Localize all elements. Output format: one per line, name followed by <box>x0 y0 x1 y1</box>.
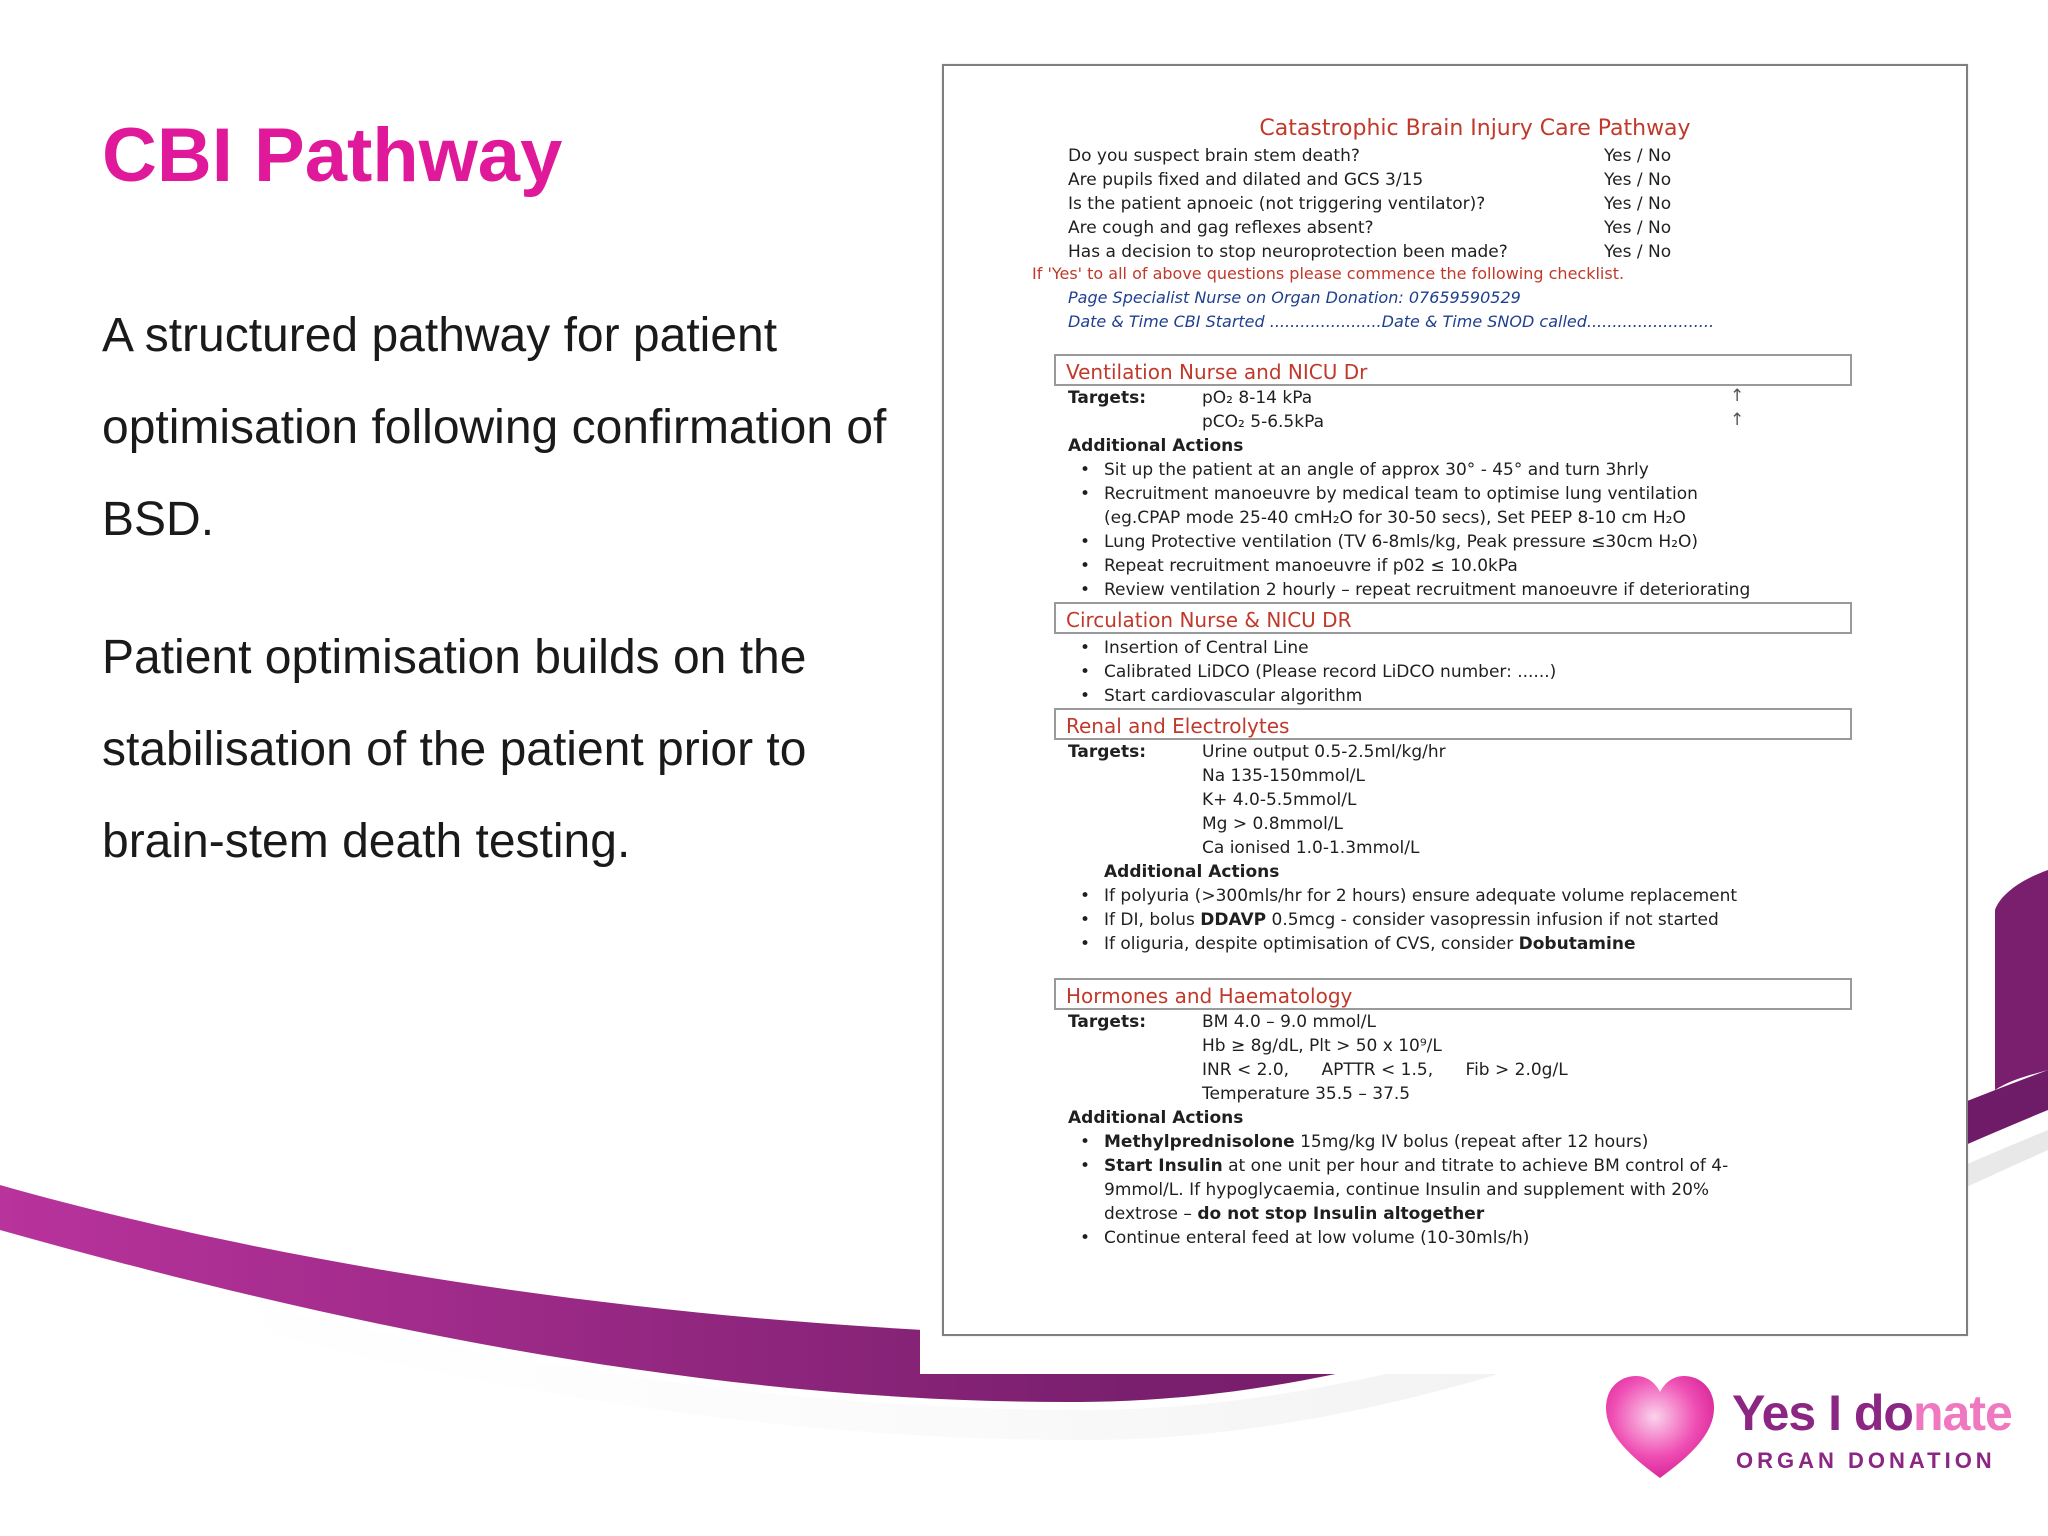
logo-wordmark: Yes I donate <box>1732 1385 2012 1441</box>
action-item-continued: dextrose – do not stop Insulin altogether <box>1104 1204 1485 1224</box>
target-value: Na 135-150mmol/L <box>1202 766 1366 786</box>
targets-label: Targets: <box>1068 742 1147 762</box>
circulation-section-heading: Circulation Nurse & NICU DR <box>1054 602 1852 634</box>
question-text: Has a decision to stop neuroprotection been made? <box>1068 242 1508 262</box>
question-answer: Yes / No <box>1604 194 1672 214</box>
action-item-continued: 9mmol/L. If hypoglycaemia, continue Insulin and supplement with 20% <box>1104 1180 1710 1200</box>
additional-actions-label: Additional Actions <box>1104 862 1280 882</box>
target-value: pO₂ 8-14 kPa <box>1202 388 1313 408</box>
question-answer: Yes / No <box>1604 218 1672 238</box>
action-item: • Review ventilation 2 hourly – repeat recruitment manoeuvre if deteriorating <box>1104 580 1750 600</box>
question-text: Are cough and gag reflexes absent? <box>1068 218 1374 238</box>
question-answer: Yes / No <box>1604 146 1672 166</box>
page-snod-line: Page Specialist Nurse on Organ Donation: 07659590529 <box>1068 288 1521 307</box>
action-item: • If oliguria, despite optimisation of CVS, consider Dobutamine <box>1104 934 1635 954</box>
logo-subtitle: ORGAN DONATION <box>1736 1448 1996 1473</box>
target-value: K+ 4.0-5.5mmol/L <box>1202 790 1357 810</box>
question-text: Are pupils fixed and dilated and GCS 3/15 <box>1068 170 1424 190</box>
action-item: • Recruitment manoeuvre by medical team to optimise lung ventilation <box>1104 484 1698 504</box>
hormones-section-heading: Hormones and Haematology <box>1054 978 1852 1010</box>
question-text: Is the patient apnoeic (not triggering ventilator)? <box>1068 194 1486 214</box>
document-title: Catastrophic Brain Injury Care Pathway <box>1259 116 1691 141</box>
ventilation-section-heading: Ventilation Nurse and NICU Dr <box>1054 354 1852 386</box>
yes-i-donate-logo <box>1600 1370 2020 1510</box>
action-item: • If DI, bolus DDAVP 0.5mcg - consider vasopressin infusion if not started <box>1104 910 1719 930</box>
action-item: • Start cardiovascular algorithm <box>1104 686 1362 706</box>
target-value: Ca ionised 1.0-1.3mmol/L <box>1202 838 1420 858</box>
intro-paragraph: A structured pathway for patient optimisation following confirmation of BSD. <box>102 309 887 546</box>
question-answer: Yes / No <box>1604 242 1672 262</box>
optimisation-paragraph: Patient optimisation builds on the stabilisation of the patient prior to brain-stem death testing. <box>102 631 807 868</box>
action-item: • Methylprednisolone 15mg/kg IV bolus (repeat after 12 hours) <box>1104 1132 1648 1152</box>
question-text: Do you suspect brain stem death? <box>1068 146 1360 166</box>
pathway-document <box>942 64 1968 1336</box>
target-value: Hb ≥ 8g/dL, Plt > 50 x 10⁹/L <box>1202 1036 1442 1056</box>
target-value: Urine output 0.5-2.5ml/kg/hr <box>1202 742 1446 762</box>
additional-actions-label: Additional Actions <box>1068 1108 1244 1128</box>
target-value: BM 4.0 – 9.0 mmol/L <box>1202 1012 1376 1032</box>
target-value: Temperature 35.5 – 37.5 <box>1202 1084 1411 1104</box>
action-item: • Calibrated LiDCO (Please record LiDCO number: ......) <box>1104 662 1556 682</box>
action-item: • Insertion of Central Line <box>1104 638 1309 658</box>
heart-icon <box>1600 1370 1720 1482</box>
action-item: • Sit up the patient at an angle of approx 30° - 45° and turn 3hrly <box>1104 460 1649 480</box>
action-item: • Start Insulin at one unit per hour and titrate to achieve BM control of 4- <box>1104 1156 1728 1176</box>
target-value: INR < 2.0, APTTR < 1.5, Fib > 2.0g/L <box>1202 1060 1568 1080</box>
up-arrow-icon: ↑ <box>1730 410 1745 430</box>
target-value: Mg > 0.8mmol/L <box>1202 814 1343 834</box>
target-value: pCO₂ 5-6.5kPa <box>1202 412 1324 432</box>
action-item: • If polyuria (>300mls/hr for 2 hours) ensure adequate volume replacement <box>1104 886 1737 906</box>
question-answer: Yes / No <box>1604 170 1672 190</box>
action-item: • Continue enteral feed at low volume (10-30mls/h) <box>1104 1228 1529 1248</box>
renal-section-heading: Renal and Electrolytes <box>1054 708 1852 740</box>
action-item: • Lung Protective ventilation (TV 6-8mls/kg, Peak pressure ≤30cm H₂O) <box>1104 532 1698 552</box>
date-time-line: Date & Time CBI Started ......................Date & Time SNOD called......................... <box>1068 312 1715 331</box>
targets-label: Targets: <box>1068 1012 1147 1032</box>
up-arrow-icon: ↑ <box>1730 386 1745 406</box>
slide-title: CBI Pathway <box>102 113 563 198</box>
checklist-instruction: If 'Yes' to all of above questions please commence the following checklist. <box>1032 264 1625 283</box>
action-item: • Repeat recruitment manoeuvre if p02 ≤ 10.0kPa <box>1104 556 1518 576</box>
additional-actions-label: Additional Actions <box>1068 436 1244 456</box>
targets-label: Targets: <box>1068 388 1147 408</box>
action-item-continued: (eg.CPAP mode 25-40 cmH₂O for 30-50 secs), Set PEEP 8-10 cm H₂O <box>1104 508 1686 528</box>
